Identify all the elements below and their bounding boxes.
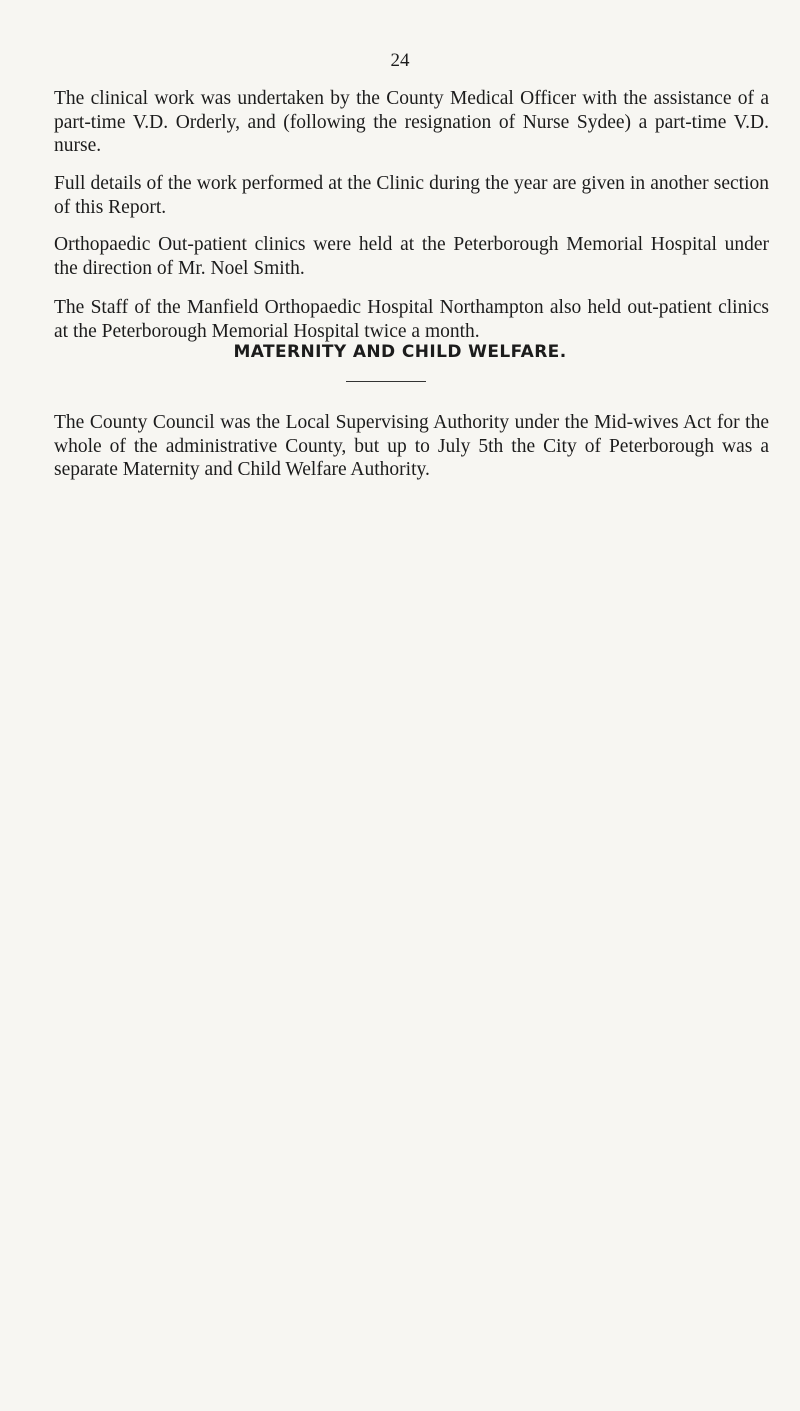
paragraph-full-details: Full details of the work performed at the Clinic during the year are given in another section of this Report. [54,173,769,218]
section-heading: MATERNITY AND CHILD WELFARE. [233,342,567,362]
paragraph-clinical-work: The clinical work was undertaken by the County Medical Officer with the assistance of a part-time V.D. Orderly, and (following the resignation of Nurse Sydee) a part-time V.D. nurse. [54,88,769,156]
paragraph-manfield: The Staff of the Manfield Orthopaedic Hospital Northampton also held out-patient clinics at the Peterborough Memorial Hospital twice a month. [54,297,769,342]
paragraph-orthopaedic: Orthopaedic Out-patient clinics were held at the Peterborough Memorial Hospital under the direction of Mr. Noel Smith. [54,234,769,279]
heading-rule [346,381,426,382]
page-number: 24 [390,50,410,71]
paragraph-supervising-authority: The County Council was the Local Supervising Authority under the Mid-wives Act for the whole of the administrative County, but up to July 5th the City of Peterborough was a separate Maternity and Child Welfare Authority. [54,412,769,480]
